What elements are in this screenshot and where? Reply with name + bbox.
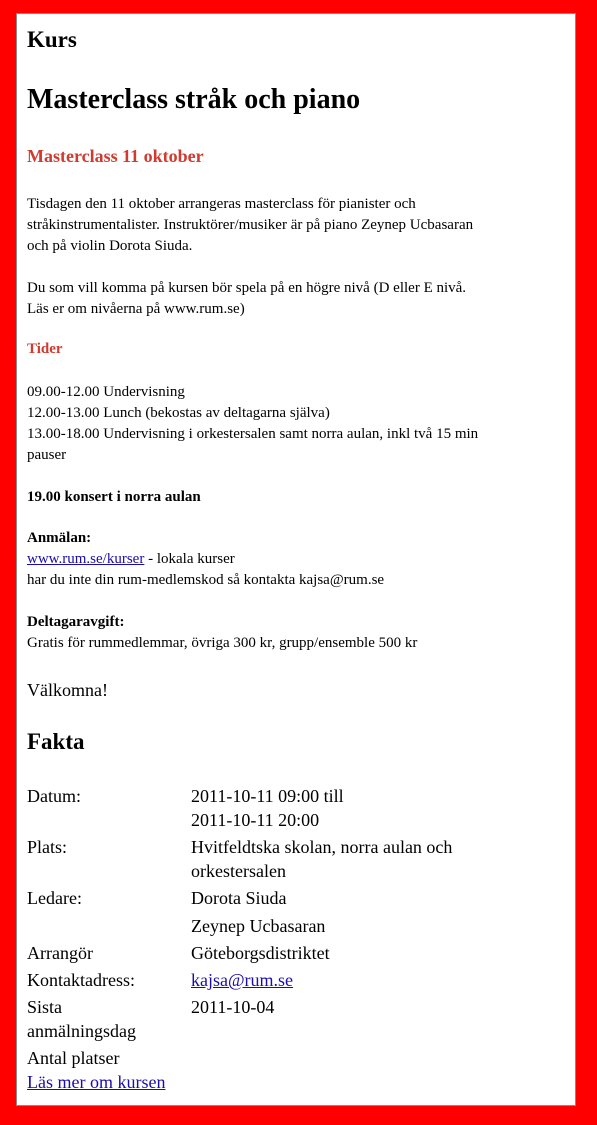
seats-value bbox=[191, 1046, 521, 1073]
fee-block bbox=[27, 612, 572, 654]
courses-link-suffix: - lokala kurser bbox=[144, 551, 235, 567]
facts-table bbox=[27, 784, 521, 1073]
deadline-label-line: anmälningsdag bbox=[27, 1021, 136, 1041]
contact-cell bbox=[191, 968, 521, 995]
date-end: 2011-10-11 20:00 bbox=[191, 810, 320, 830]
intro-line: och på violin Dorota Siuda. bbox=[27, 238, 193, 254]
contact-label: Kontaktadress: bbox=[27, 970, 135, 990]
intro-line: stråkinstrumentalister. Instruktörer/musiker är på piano Zeynep Ucbasaran bbox=[27, 217, 474, 233]
courses-link[interactable]: www.rum.se/kurser bbox=[27, 551, 145, 567]
date-label: Datum: bbox=[27, 786, 81, 806]
schedule-line: 12.00-13.00 Lunch (bekostas av deltagarna själva) bbox=[27, 405, 330, 421]
leader-value bbox=[191, 886, 521, 941]
leader-name: Dorota Siuda bbox=[191, 888, 287, 908]
category-label: Kurs bbox=[27, 27, 77, 52]
facts-heading: Fakta bbox=[27, 729, 85, 754]
schedule-line: pauser bbox=[27, 447, 67, 463]
facts-row-seats bbox=[27, 1046, 521, 1073]
contact-email-link[interactable]: kajsa@rum.se bbox=[191, 970, 294, 990]
level-line: Du som vill komma på kursen bör spela på en högre nivå (D eller E nivå. bbox=[27, 280, 467, 296]
level-paragraph bbox=[27, 278, 572, 320]
schedule-line: 09.00-12.00 Undervisning bbox=[27, 384, 185, 400]
fee-text: Gratis för rummedlemmar, övriga 300 kr, grupp/ensemble 500 kr bbox=[27, 635, 418, 651]
date-value bbox=[191, 784, 521, 835]
deadline-label-line: Sista bbox=[27, 997, 63, 1017]
event-subtitle: Masterclass 11 oktober bbox=[27, 146, 204, 166]
registration-heading: Anmälan: bbox=[27, 530, 92, 546]
leader-label: Ledare: bbox=[27, 888, 82, 908]
facts-row-organizer bbox=[27, 941, 521, 968]
concert-note: 19.00 konsert i norra aulan bbox=[27, 489, 201, 505]
schedule-line: 13.00-18.00 Undervisning i orkestersalen samt norra aulan, inkl två 15 min bbox=[27, 426, 479, 442]
fee-heading: Deltagaravgift: bbox=[27, 614, 125, 630]
organizer-value: Göteborgsdistriktet bbox=[191, 943, 330, 963]
date-start: 2011-10-11 09:00 till bbox=[191, 786, 344, 806]
content-panel bbox=[16, 13, 576, 1106]
facts-row-deadline bbox=[27, 995, 521, 1046]
facts-row-date bbox=[27, 784, 521, 835]
level-line: Läs er om nivåerna på www.rum.se) bbox=[27, 301, 245, 317]
schedule-heading: Tider bbox=[27, 341, 63, 357]
facts-row-leader bbox=[27, 886, 521, 941]
welcome-text: Välkomna! bbox=[27, 680, 108, 700]
place-label: Plats: bbox=[27, 837, 68, 857]
seats-label: Antal platser bbox=[27, 1048, 120, 1068]
facts-row-contact bbox=[27, 968, 521, 995]
place-line: Hvitfeldtska skolan, norra aulan och bbox=[191, 837, 453, 857]
page-title: Masterclass stråk och piano bbox=[27, 84, 361, 115]
leader-name: Zeynep Ucbasaran bbox=[191, 916, 326, 936]
read-more-link[interactable]: Läs mer om kursen bbox=[27, 1072, 166, 1092]
intro-paragraph bbox=[27, 194, 572, 257]
schedule-list bbox=[27, 382, 572, 466]
organizer-label: Arrangör bbox=[27, 943, 93, 963]
registration-note: har du inte din rum-medlemskod så kontakta kajsa@rum.se bbox=[27, 572, 385, 588]
intro-line: Tisdagen den 11 oktober arrangeras masterclass för pianister och bbox=[27, 196, 416, 212]
deadline-label bbox=[27, 995, 191, 1046]
registration-block bbox=[27, 528, 572, 591]
place-line: orkestersalen bbox=[191, 861, 286, 881]
place-value bbox=[191, 835, 521, 886]
facts-row-place bbox=[27, 835, 521, 886]
deadline-value: 2011-10-04 bbox=[191, 997, 275, 1017]
